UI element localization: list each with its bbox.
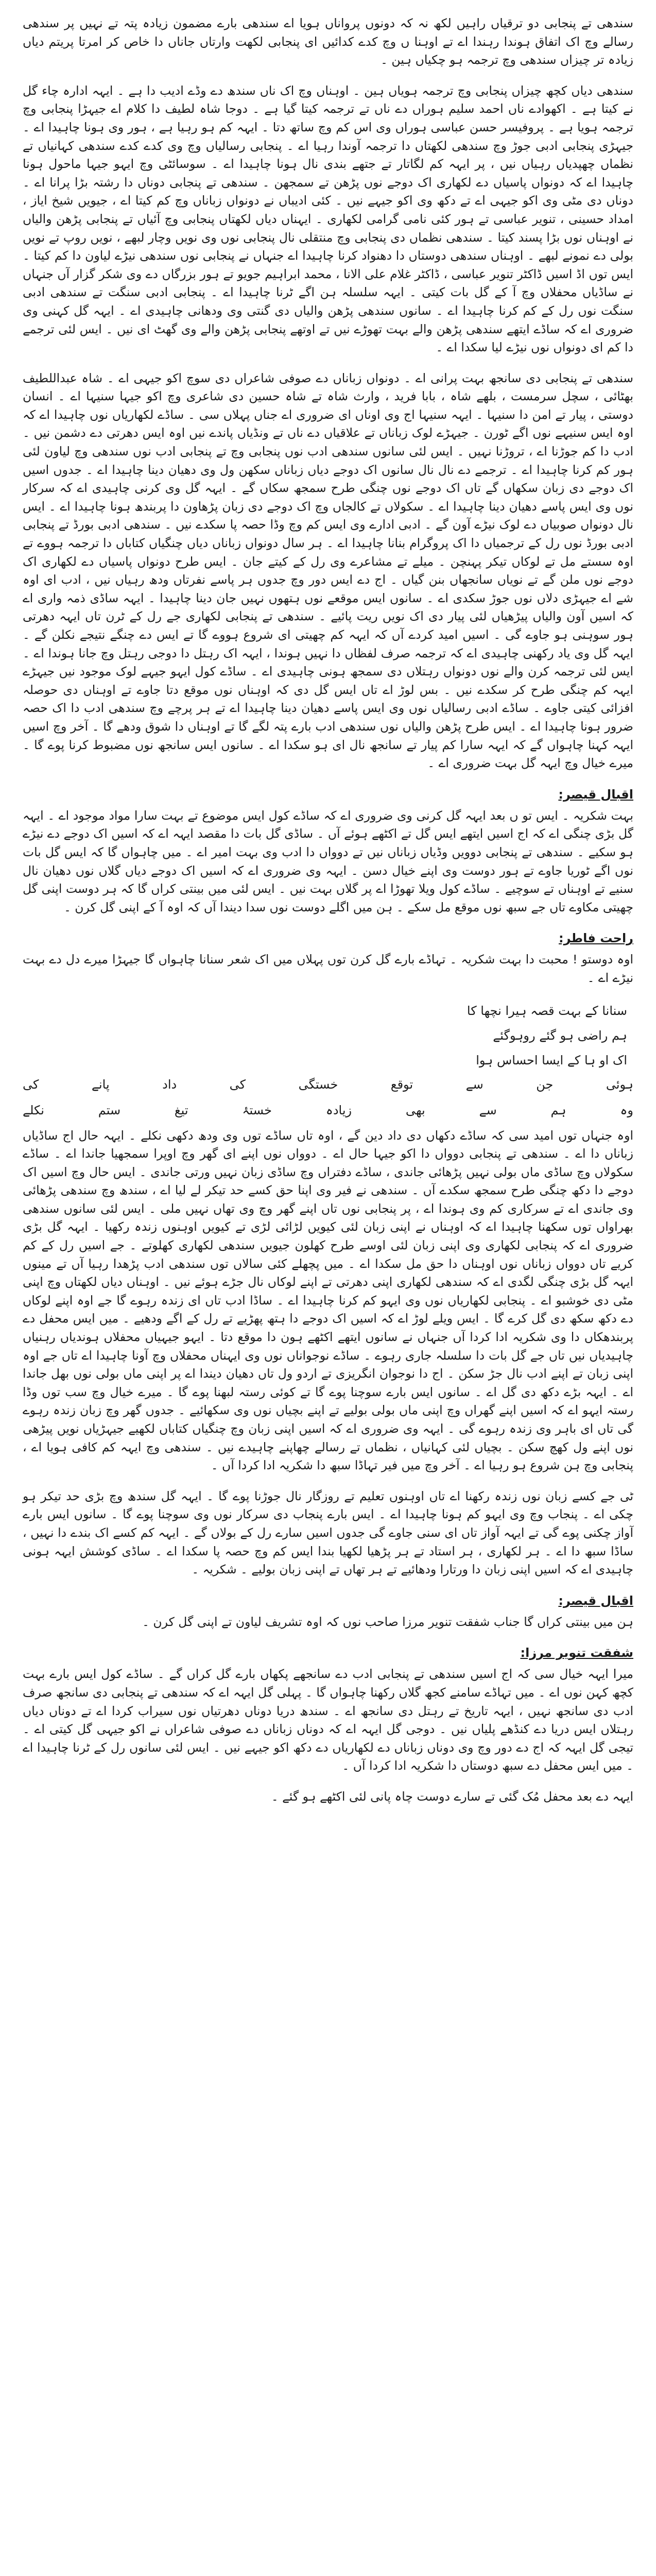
speaker-label: اقبال قیصر: [558,787,633,802]
paragraph: سندھی تے پنجابی دی سانجھ بہت پرانی اے ۔ دونواں زباناں دے صوفی شاعراں دی سوچ اکو جیہی اے ۔ شاہ عبداللطیف بھٹائی ، سچل سرمست ، بلھے شاہ ، بابا فرید ، وارث شاہ تے شاہ حسین دی شاعری وچ اکو جیہا سنیہا اے ۔ انسان دوستی ، پیار تے امن دا سنیہا ۔ ایہہ سنیہا اج وی اوناں ای ضروری اے جناں پہلاں سی ۔ ساڈے لکھاریاں نوں چاہیدا اے کہ اوہ ایس سنیہے نوں اگے ٹورن ۔ جیہڑے لوک زباناں تے علاقیاں دے ناں تے ونڈیاں پاندے نیں اوہ ایس دھرتی دے دشمن نیں ۔ ادب دا کم جوڑنا اے ، تروڑنا نہیں ۔ ایس لئی سانوں سندھی ادب نوں پنجابی وچ تے پنجابی ادب نوں سندھی وچ لیاون لئی ہور کم کرنا چاہیدا اے ۔ ترجمے دے نال نال سانوں اک دوجے دیاں زباناں سکھن ول وی دھیان دینا چاہیدا اے ۔ جدوں اسیں اک دوجے دی زبان سکھاں گے تاں اک دوجے نوں چنگی طرح سمجھ سکاں گے ۔ ایہہ گل وی کرنی چاہیدی اے کہ سرکار نوں وی ایس پاسے دھیان دینا چاہیدا اے ۔ سکولاں تے کالجاں وچ اک دوجے دی زبان پڑھاون دا پربندھ ہونا چاہیدا اے ۔ ایس نال دونواں صوبیاں دے لوک نیڑے آون گے ۔ ادبی ادارے وی ایس کم وچ وڈا حصہ پا سکدے نیں ۔ سندھی ادبی بورڈ تے پنجابی ادبی بورڈ نوں رل کے ترجمیاں دا اک پروگرام بنانا چاہیدا اے ۔ ہر سال دونواں زباناں دیاں چنگیاں کتاباں دا ترجمہ ہووے تے اوہ سستے مل تے لوکاں تیکر پہنچن ۔ میلے تے مشاعرے وی رل کے کیتے جان ۔ ایس طرح دونواں پاسیاں دے لکھاری اک دوجے نوں ملن گے تے نویاں سانجھاں بنن گیاں ۔ اج دے ایس دور وچ جدوں ہر پاسے نفرتاں ودھ رہیاں نیں ، ادب ای اوہ شے اے جیہڑی دلاں نوں جوڑ سکدی اے ۔ سانوں ایس موقعے نوں ہتھوں نہیں جان دینا چاہیدا ۔ ایہہ ساڈی ذمہ واری اے کہ اسیں آون والیاں پیڑھیاں لئی پیار دی اک نویں ریت پائیے ۔ سندھی تے پنجابی لکھاری جے رل کے ٹرن تاں ایہہ دھرتی ہور سوہنی ہو جاوے گی ۔ اسیں امید کردے آں کہ ایہہ کم چھیتی ای شروع ہووے گا تے ایس دے چنگے نتیجے نکلن گے ۔ ایہہ گل وی یاد رکھنی چاہیدی اے کہ ترجمہ صرف لفظاں دا نہیں ہوندا ، ایہہ اک رہتل دا دوجی رہتل وچ جانا ہوندا اے ۔ ایس لئی ترجمہ کرن والے نوں دونواں رہتلاں دی سمجھ ہونی چاہیدی اے ۔ ساڈے کول ایہو جیہے لوک موجود نیں جیہڑے ایہہ کم چنگی طرح کر سکدے نیں ۔ بس لوڑ اے تاں ایس گل دی کہ اوہناں نوں موقع دتا جاوے تے اوہناں دی حوصلہ افزائی کیتی جاوے ۔ ساڈے ادبی رسالیاں نوں وی ایس پاسے دھیان دینا چاہیدا اے تے ہر پرچے وچ سندھی ادب دا اک حصہ ضرور ہونا چاہیدا اے ۔ ایس طرح پڑھن والیاں نوں سندھی ادب بارے پتہ لگے گا تے اوہناں دا شوق ودھے گا ۔ آخر وچ اسیں ایہہ کہنا چاہواں گے کہ ایہہ سارا کم پیار تے سانجھ نال ای ہو سکدا اے ۔ سانوں ایس سانجھ نوں مضبوط کرنا پوے گا ۔ میرے خیال وچ ایہہ گل بہت ضروری اے ۔ [23,370,633,771]
paragraph: ٹی جے کسے زبان نوں زندہ رکھنا اے تاں اوہنوں تعلیم تے روزگار نال جوڑنا پوے گا ۔ ایہہ گل سندھ وچ بڑی حد تیکر ہو چکی اے ۔ پنجاب وچ وی ایہو کم ہونا چاہیدا اے ۔ ایس بارے پنجاب دی سرکار نوں وی سوچنا پوے گا ۔ سانوں ایس بارے آواز چکنی پوے گی تے ایہہ آواز تاں ای سنی جاوے گی جدوں اسیں سارے رل کے بولاں گے ۔ ایہہ کم کسے اک بندے دا نہیں ، ساڈا سبھ دا اے ۔ ہر لکھاری ، ہر استاد تے ہر پڑھیا لکھیا بندا ایس کم وچ حصہ پا سکدا اے ۔ ساڈی کوشش ایہہ ہونی چاہیدی اے کہ اسیں اپنی زبان دا ورتارا ودھائیے تے ہر تھاں تے اپنی زبان بولیے ۔ شکریہ ۔ [23,1488,633,1577]
verse-line: اک او ہا کے ایسا احساس ہوا [476,1053,627,1067]
speaker-label: راحت فاطر: [559,931,633,946]
verse-couplet-line: ہوئی جن سے توقع خستگی کی داد پانے کی [23,1077,633,1092]
paragraph: میرا ایہہ خیال سی کہ اج اسیں سندھی تے پنجابی ادب دے سانجھے پکھاں بارے گل کراں گے ۔ ساڈے کول ایس بارے بہت کچھ کہن نوں اے ۔ میں تہاڈے سامنے کجھ گلاں رکھنا چاہواں گا ۔ پہلی گل ایہہ اے کہ سندھی تے پنجابی دی سانجھ صرف ادب دی سانجھ نہیں ، ایہہ تاریخ تے رہتل دی سانجھ اے ۔ سندھ دریا دوناں دھرتیاں نوں سیراب کردا اے تے دوناں دیاں رہتلاں ایس دریا دے کنڈھے پلیاں نیں ۔ دوجی گل ایہہ اے کہ دوناں زباناں دے صوفی شاعراں نے اکو جیہی گل کیتی اے ۔ تیجی گل ایہہ کہ اج دے دور وچ وی دوناں زباناں دے لکھاریاں دے دکھ اکو جیہے نیں ۔ ایس لئی سانوں رل کے ٹرنا چاہیدا اے ۔ میں ایس محفل دے سبھ دوستاں دا شکریہ ادا کردا آں ۔ [23,1667,633,1773]
paragraph: ایہہ دے بعد محفل مُک گئی تے سارے دوست چاہ پانی لئی اکٹھے ہو گئے ۔ [271,1789,633,1804]
paragraph: سندھی تے پنجابی دو ترقیاں راہیں لکھ نہ کہ دونوں پرواناں ہویا اے سندھی بارے مضمون زیادہ پتہ تے نہیں پر سندھی رسالے وچ اک اتفاق ہوندا رہندا اے تے اوہنا ں وچ کدے کدائیں ای پنجابی لکھت وارتاں جاناں دا خاص کر امرتا پریتم دیاں زیادہ تر چیزاں سندھی وچ ترجمہ ہو چکیاں ہین ۔ [23,16,633,67]
paragraph: اوہ دوستو ! محبت دا بہت شکریہ ۔ تہاڈے بارے گل کرن توں پہلاں میں اک شعر سنانا چاہواں گا جیہڑا میرے دل دے بہت نیڑے اے ۔ [23,952,633,985]
document-body [23,14,633,1806]
paragraph: بہت شکریہ ۔ ایس تو ں بعد ایہہ گل کرنی وی ضروری اے کہ ساڈے کول ایس موضوع تے بہت سارا مواد موجود اے ۔ ایہہ گل بڑی چنگی اے کہ اج اسیں ایتھے ایس گل تے اکٹھے ہوئے آں ۔ ساڈی گل بات دا مقصد ایہہ اے کہ اسیں اک دوجے دے نیڑے ہو سکیے ۔ سندھی تے پنجابی دوویں وڈیاں زباناں نیں تے دوواں دا ادب وی بہت امیر اے ۔ میں چاہواں گا کہ ایس گل بات نوں اگے ٹوریا جاوے تے ہور دوست وی اپنے خیال دسن ۔ ایہہ وی ضروری اے کہ اسیں اک دوجے دیاں گلاں نوں دھیان نال سنیے تے اوہناں تے سوچیے ۔ ساڈے کول ویلا تھوڑا اے پر گلاں بہت نیں ۔ ایس لئی میں بینتی کراں گا کہ ہر دوست اپنی گل چھیتی مکاوے تاں جے سبھ نوں موقع مل سکے ۔ ہن میں اگلے دوست نوں سدا دیندا آں کہ اوہ آ کے اپنی گل کرن ۔ [23,808,633,914]
verse-couplet-line: وہ ہم سے بھی زیادہ خستۂ تیغ ستم نکلے [23,1103,633,1117]
verse-line: سنانا کے بہت قصہ ہیرا نچھا کا [467,1003,627,1018]
speaker-label: شفقت تنویر مرزا: [520,1646,633,1660]
paragraph: سندھی دیاں کچھ چیزاں پنجابی وچ ترجمہ ہویاں ہین ۔ اوہناں وچ اک ناں سندھ دے وڈے ادیب دا ہے ۔ ایہہ ادارہ چاء گل نے کیتا ہے ۔ اکھوادے ناں احمد سلیم ہوراں دے ناں تے ترجمہ کیتا گیا ہے ۔ دوجا شاہ لطیف دا کلام اے جیہڑا پنجابی وچ ترجمہ ہویا ہے ۔ پروفیسر حسن عباسی ہوراں وی اس کم وچ ساتھ دتا ۔ ایہہ کم ہو رہیا ہے ، ہور وی ہونا چاہیدا اے ۔ جیہڑی پنجابی ادبی جوڑ وچ سندھی لکھتاں دا ترجمہ آوندا رہیا اے ۔ پنجابی رسالیاں وچ وی کدے کدے سندھی کہانیاں تے نظماں چھپدیاں رہیاں نیں ، پر ایہہ کم لگاتار تے جتھے بندی نال ہونا چاہیدا اے ۔ سوسائٹی وچ ایہو جیہا ماحول ہونا چاہیدا اے کہ دونواں پاسیاں دے لکھاری اک دوجے نوں پڑھن تے سمجھن ۔ سندھی تے پنجابی دوناں دا رشتہ بڑا پرانا اے ۔ دوناں دی مٹی وی اکو جیہی اے تے دکھ وی اکو جیہے نیں ۔ کئی ادیباں نے دونواں زباناں وچ کم کیتا اے ، جیویں شیخ ایاز ، امداد حسینی ، تنویر عباسی تے ہور کئی نامی گرامی لکھاری ۔ ایہناں دیاں لکھتاں پنجابی وچ آئیاں تے پنجابی پڑھن والیاں نے اوہناں نوں بڑا پسند کیتا ۔ سندھی نظماں دی پنجابی وچ منتقلی نال پنجابی نوں وی نویں وچار لبھے ، نویں روپ تے نویں بولی دے نمونے لبھے ۔ اوہناں سندھی دوستاں دا دھنواد کرنا چاہیدا اے جنہاں نے پنجابی نوں سندھی نیڑے لیاون دا کم کیتا ۔ ایس توں اڈ اسیں ڈاکٹر تنویر عباسی ، ڈاکٹر غلام علی الانا ، محمد ابراہیم جویو تے ہور بزرگاں دے وی شکر گزار آں جنہاں نے ساڈیاں محفلاں وچ آ کے گل بات کیتی ۔ ایہہ سلسلہ ہن اگے ٹرنا چاہیدا اے ۔ پنجابی ادبی سنگت تے سندھی ادبی سنگت نوں رل کے کم کرنا چاہیدا اے ۔ سانوں سندھی پڑھن والیاں دی گنتی وی ودھانی چاہیدی اے ۔ ایہہ گل کہنی وی ضروری اے کہ ساڈے ایتھے سندھی پڑھن والے بہت تھوڑے نیں تے اوتھے پنجابی پڑھن والے وی گھٹ ای نیں ۔ ایس لئی ترجمے دا کم ای دونواں نوں نیڑے لیا سکدا اے ۔ [23,83,633,355]
speaker-label: اقبال قیصر: [558,1593,633,1608]
paragraph: اوہ جنہاں توں امید سی کہ ساڈے دکھاں دی داد دین گے ، اوہ تاں ساڈے توں وی ودھ دکھی نکلے ۔ ایہہ حال اج ساڈیاں زباناں دا اے ۔ سندھی تے پنجابی دوواں دا اکو جیہا حال اے ۔ دوواں نوں اپنے ای گھر وچ اوپرا سمجھیا جاندا اے ۔ ساڈے سکولاں وچ ساڈی ماں بولی نہیں پڑھائی جاندی ، ساڈے دفتراں وچ ساڈی زبان نہیں ورتی جاندی ۔ ایس حال وچ اسیں اک دوجے دا دکھ چنگی طرح سمجھ سکدے آں ۔ سندھی نے فیر وی اپنا حق کسے حد تیکر لے لیا اے ، سندھ وچ سندھی پڑھائی وی جاندی اے تے سرکاری کم وی ہوندا اے ، پر پنجابی نوں تاں اپنے گھر وچ وی تھاں نہیں ملی ۔ ایس لئی سانوں سندھی بھراواں توں سکھنا چاہیدا اے کہ اوہناں نے اپنی زبان لئی کیویں لڑائی لڑی تے کیویں اوہنوں زندہ رکھیا ۔ ایہہ گل بڑی ضروری اے کہ پنجابی لکھاری وی اپنی زبان لئی اوسے طرح کھلون جیویں سندھی لکھاری کھلوتے ۔ جے اسیں رل کے کم کریے تاں دوواں زباناں نوں اوہناں دا حق مل سکدا اے ۔ میں پچھلے کئی سالاں توں سندھی ادب پڑھدا رہیا آں تے مینوں ایہہ گل بڑی چنگی لگدی اے کہ سندھی لکھاری اپنی دھرتی تے اپنے لوکاں نال جڑے ہوئے نیں ۔ اوہناں دیاں لکھتاں وچ اپنی مٹی دی خوشبو اے ۔ پنجابی لکھاریاں نوں وی ایہو کم کرنا چاہیدا اے ۔ ساڈا ادب تاں ای زندہ رہوے گا جے اوہ اپنے لوکاں دے دکھ سکھ دی گل کرے گا ۔ ایس ویلے لوڑ اے کہ اسیں اک دوجے دا ہتھ پھڑیے تے رل کے اگے ودھیے ۔ میں ایس محفل دے پربندھکاں دا وی شکریہ ادا کردا آں جنہاں نے سانوں ایتھے اکٹھے ہون دا موقع دتا ۔ ایہو جیہیاں محفلاں ہوندیاں رہنیاں چاہیدیاں نیں تاں جے گل بات دا سلسلہ جاری رہوے ۔ ساڈے نوجواناں نوں وی ایہناں محفلاں وچ آونا چاہیدا اے تاں جے اوہ اپنی زبان تے اپنے ادب نال جڑ سکن ۔ اج دا نوجوان انگریزی تے اردو ول تاں دھیان دیندا اے پر اپنی ماں بولی نوں بھل جاندا اے ۔ ایہہ بڑے دکھ دی گل اے ۔ سانوں ایس بارے سوچنا پوے گا تے کوئی رستہ لبھنا پوے گا ۔ میرے خیال وچ سب توں وڈا رستہ ایہو اے کہ اسیں اپنے گھراں وچ اپنی ماں بولی بولیے تے اپنے بچیاں نوں وی سکھائیے ۔ جدوں گھر وچ زبان زندہ رہوے گی تاں ای باہر وی زندہ رہوے گی ۔ ایہہ وی ضروری اے کہ اسیں اپنی زبان وچ چنگیاں کتاباں لکھیے جیہڑیاں نویں پیڑھی نوں اپنے ول کھچ سکن ۔ بچیاں لئی کہانیاں ، نظماں تے رسالے چھاپنے چاہیدے نیں ۔ سندھی وچ ایہہ کم کافی ہویا اے ، پنجابی وچ ہن شروع ہو رہیا اے ۔ آخر وچ میں فیر تہاڈا سبھ دا شکریہ ادا کردا آں ۔ [23,1128,633,1473]
paragraph: ہن میں بینتی کراں گا جناب شفقت تنویر مرزا صاحب نوں کہ اوہ تشریف لیاون تے اپنی گل کرن ۔ [142,1614,633,1629]
verse-line: ہم راضی ہو گئے روہوگئے [493,1028,627,1043]
